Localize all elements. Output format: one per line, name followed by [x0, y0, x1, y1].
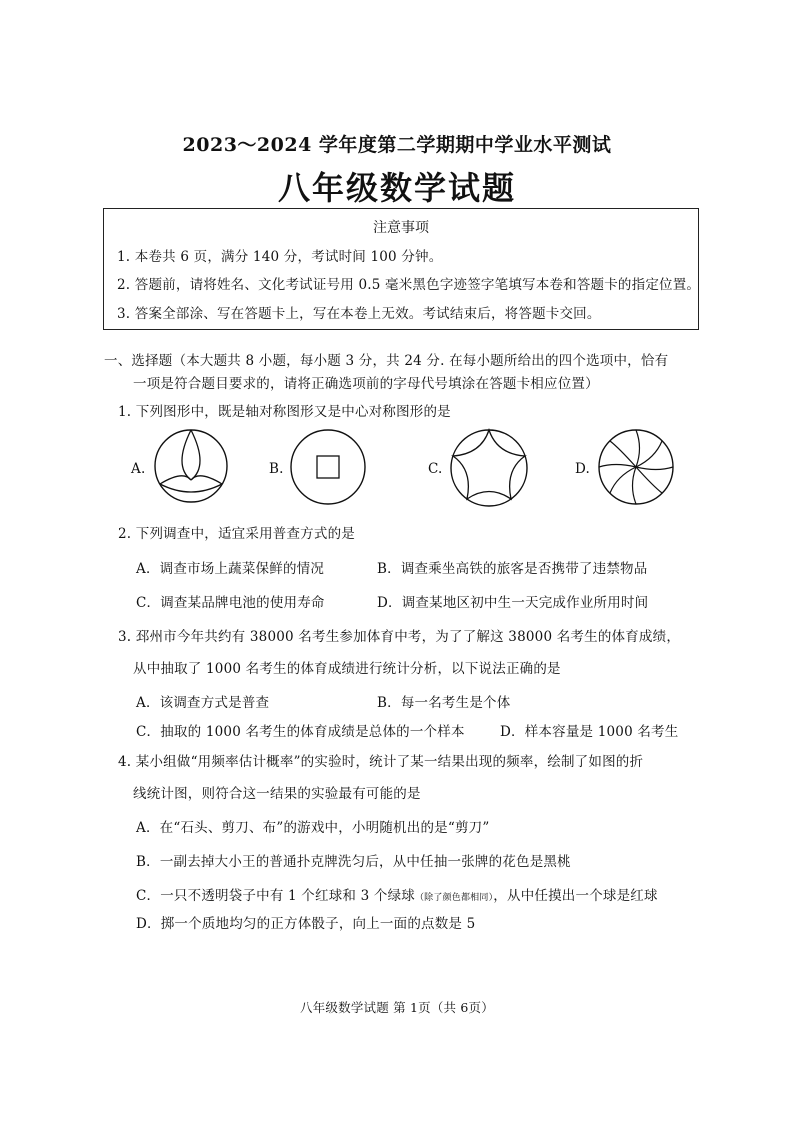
q2-option-b: B．调查乘坐高铁的旅客是否携带了违禁物品 — [377, 561, 648, 577]
exam-header: 2023～2024 学年度第二学期期中学业水平测试 — [182, 134, 612, 156]
page-footer: 八年级数学试题 第 1页（共 6页） — [300, 1000, 494, 1015]
q3-option-b: B．每一名考生是个体 — [377, 695, 511, 711]
q1-option-b-label: B. — [269, 461, 284, 477]
notice-box — [103, 208, 699, 330]
q3-option-d: D．样本容量是 1000 名考生 — [500, 724, 679, 740]
q4-option-a: A．在“石头、剪刀、布”的游戏中，小明随机出的是“剪刀” — [136, 820, 490, 836]
q2-option-a: A．调查市场上蔬菜保鲜的情况 — [136, 561, 325, 577]
q1-option-d-label: D. — [575, 461, 591, 477]
exam-title: 八年级数学试题 — [277, 169, 516, 207]
notice-title: 注意事项 — [373, 220, 429, 236]
question-3-stem: 3. 邳州市今年共约有 38000 名考生参加体育中考，为了了解这 38000 名考生的体育成绩， — [118, 629, 681, 645]
question-1-stem: 1. 下列图形中，既是轴对称图形又是中心对称图形的是 — [118, 404, 451, 420]
notice-item: 3. 答案全部涂、写在答题卡上，写在本卷上无效。考试结束后，将答题卡交回。 — [117, 306, 601, 322]
q4-option-b: B．一副去掉大小王的普通扑克牌洗匀后，从中任抽一张牌的花色是黑桃 — [136, 854, 571, 870]
question-3-stem-cont: 从中抽取了 1000 名考生的体育成绩进行统计分析，以下说法正确的是 — [133, 661, 561, 677]
q1-option-c-label: C. — [428, 461, 443, 477]
q4-option-c-note: （除了颜色都相同） — [414, 893, 494, 903]
question-4-stem: 4. 某小组做“用频率估计概率”的实验时，统计了某一结果出现的频率，绘制了如图的折 — [118, 754, 644, 770]
q3-option-c: C．抽取的 1000 名考生的体育成绩是总体的一个样本 — [136, 724, 465, 740]
notice-item: 1. 本卷共 6 页，满分 140 分，考试时间 100 分钟。 — [117, 249, 443, 265]
q2-option-d: D．调查某地区初中生一天完成作业所用时间 — [377, 595, 649, 611]
notice-item: 2. 答题前，请将姓名、文化考试证号用 0.5 毫米黑色字迹签字笔填写本卷和答题卡的指定位置。 — [117, 277, 701, 293]
q1-option-a-label: A. — [131, 461, 146, 477]
q2-option-c: C．调查某品牌电池的使用寿命 — [136, 595, 325, 611]
square-in-circle-icon — [289, 428, 367, 506]
q4-option-c-tail: ，从中任摸出一个球是红球 — [493, 888, 658, 904]
q4-option-c — [136, 884, 658, 904]
three-arc-circle-icon — [153, 428, 229, 504]
question-4-stem-cont: 线统计图，则符合这一结果的实验最有可能的是 — [133, 786, 421, 802]
section-heading-cont: 一项是符合题目要求的，请将正确选项前的字母代号填涂在答题卡相应位置） — [133, 376, 599, 392]
swirl-circle-icon — [597, 428, 675, 506]
q3-option-a: A．该调查方式是普查 — [136, 695, 270, 711]
q4-option-c-text: C．一只不透明袋子中有 1 个红球和 3 个绿球 — [136, 888, 415, 904]
pentagon-star-circle-icon — [449, 428, 529, 508]
section-heading: 一、选择题（本大题共 8 小题，每小题 3 分，共 24 分. 在每小题所给出的四个选项中，恰有 — [104, 353, 669, 369]
q4-option-d: D．掷一个质地均匀的正方体骰子，向上一面的点数是 5 — [136, 916, 476, 932]
question-2-stem: 2. 下列调查中，适宜采用普查方式的是 — [118, 526, 355, 542]
